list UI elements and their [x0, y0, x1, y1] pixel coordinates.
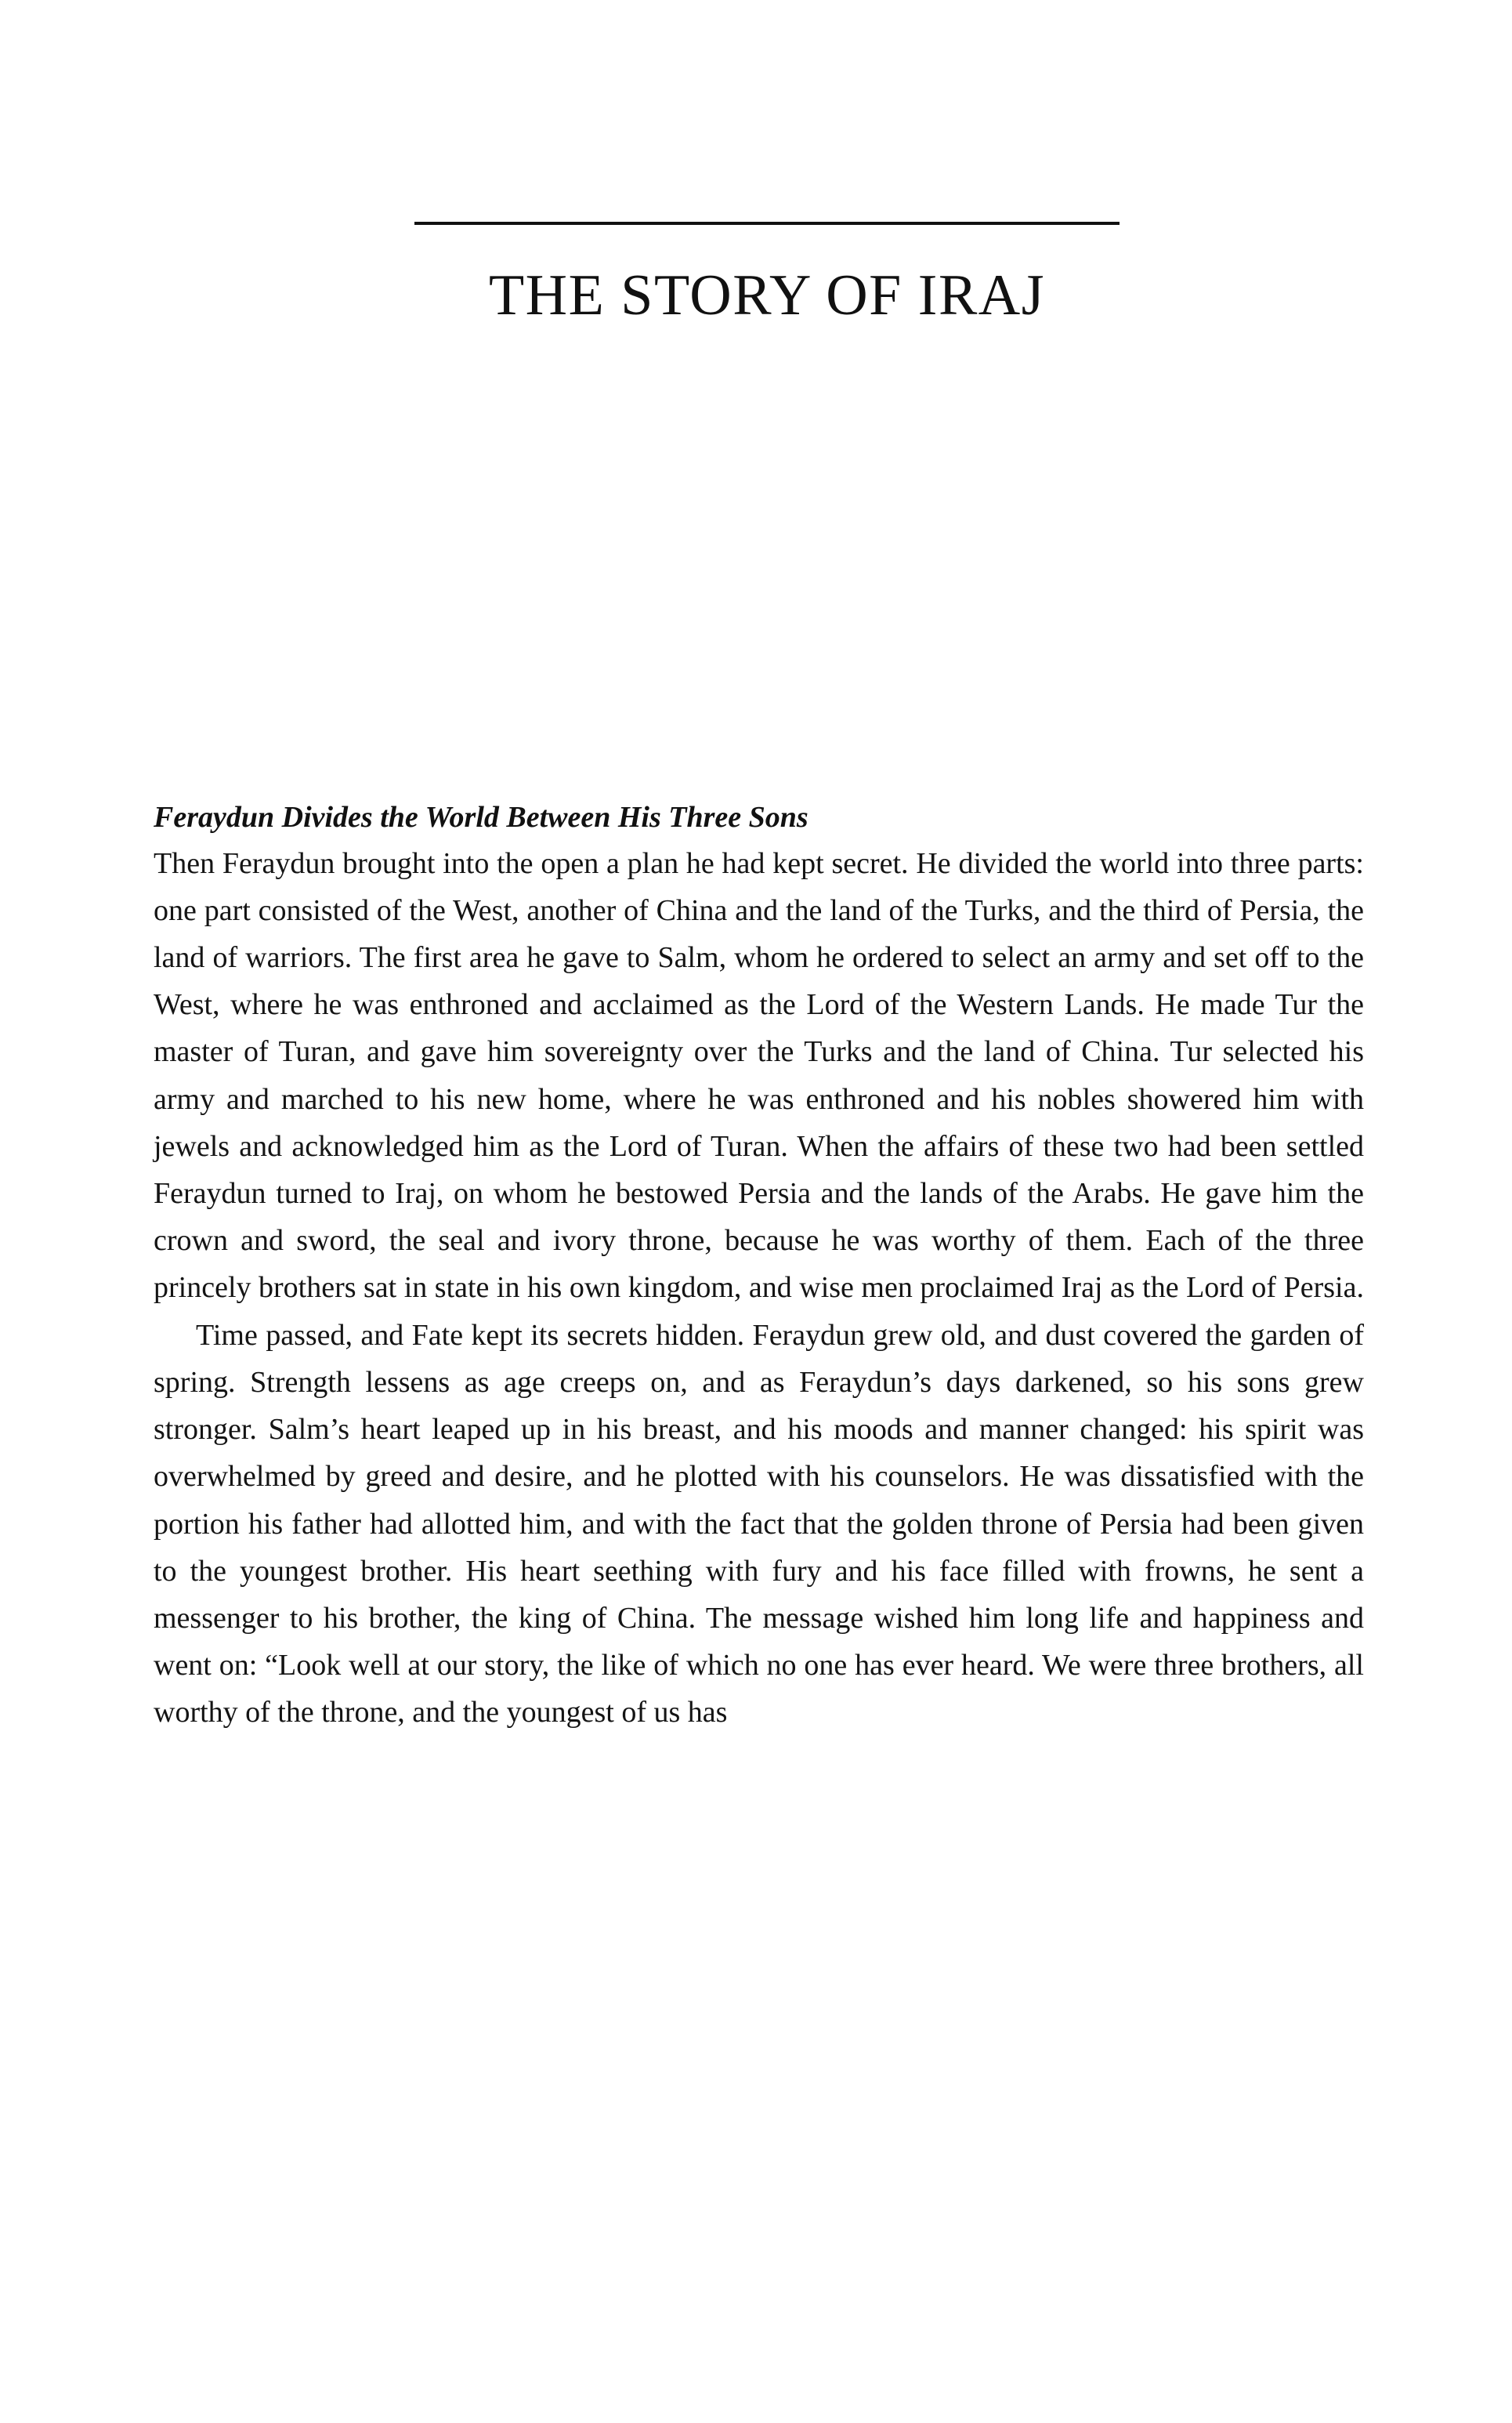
page-content: [154, 0, 1364, 1737]
chapter-title: THE STORY OF IRAJ: [488, 263, 1046, 328]
body-text-block: [154, 799, 1364, 1737]
chapter-title-rule: [414, 222, 1120, 225]
paragraph: Then Feraydun brought into the open a plan he had kept secret. He divided the world into three parts: one part consisted of the West, another of China and the land of the Turks, and the third of Persia, the land of warriors. The first area he gave to Salm, whom he ordered to select an army and set off to the West, where he was enthroned and acclaimed as the Lord of the Western Lands. He made Tur the master of Turan, and gave him sovereignty over the Turks and the land of China. Tur selected his army and marched to his new home, where he was enthroned and his nobles showered him with jewels and acknowledged him as the Lord of Turan. When the affairs of these two had been settled Feraydun turned to Iraj, on whom he bestowed Persia and the lands of the Arabs. He gave him the crown and sword, the seal and ivory throne, because he was worthy of them. Each of the three princely brothers sat in state in his own kingdom, and wise men proclaimed Iraj as the Lord of Persia.: [154, 846, 1364, 1305]
paragraph: Time passed, and Fate kept its secrets hidden. Feraydun grew old, and dust covered the garden of spring. Strength lessens as age creeps on, and as Feraydun’s days darkened, so his sons grew stronger. Salm’s heart leaped up in his breast, and his moods and manner changed: his spirit was overwhelmed by greed and desire, and he plotted with his counselors. He was dissatisfied with the portion his father had allotted him, and with the fact that the golden throne of Persia had been given to the youngest brother. His heart seething with fury and his face filled with frowns, he sent a messenger to his brother, the king of China. The message wished him long life and happiness and went on: “Look well at our story, the like of which no one has ever heard. We were three brothers, all worthy of the throne, and the youngest of us has: [154, 1318, 1364, 1729]
section-heading: Feraydun Divides the World Between His Three Sons: [154, 801, 808, 834]
